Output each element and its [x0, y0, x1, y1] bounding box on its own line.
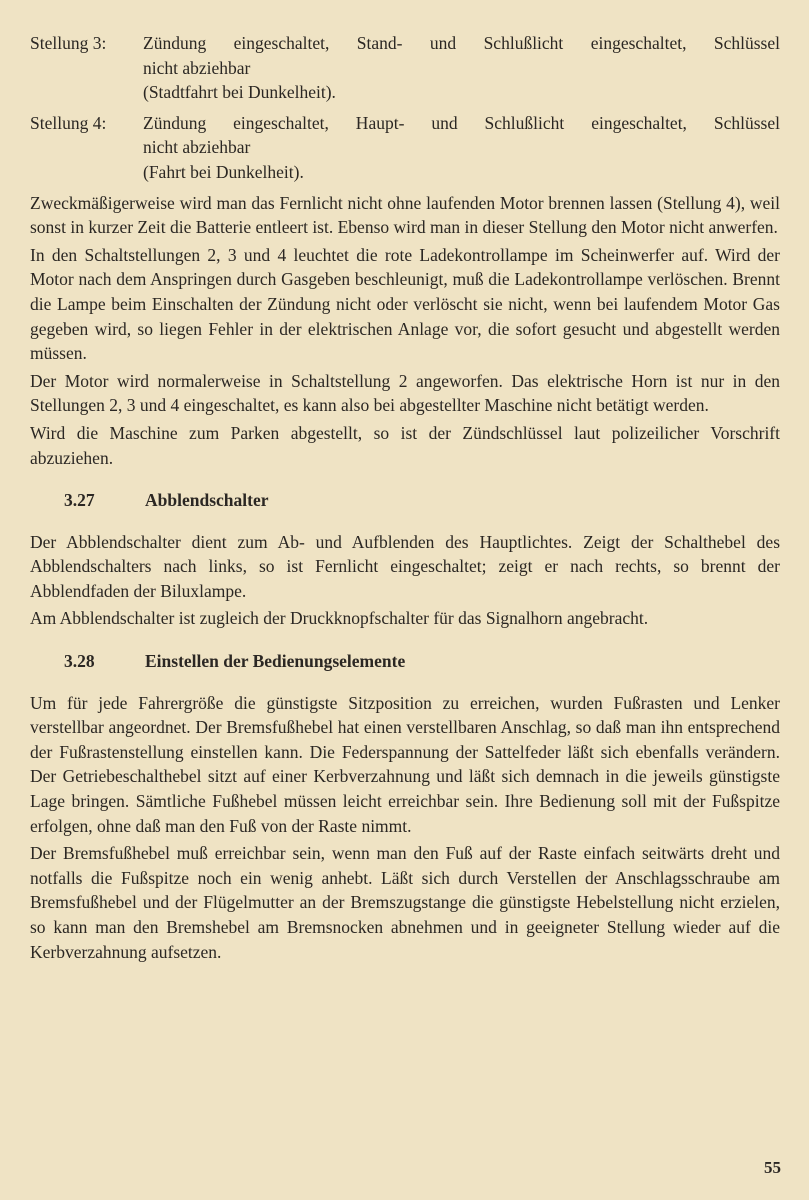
- paragraph: Wird die Maschine zum Parken abgestellt, so ist der Zündschlüssel laut polizeilicher Vorschrift abzuziehen.: [30, 422, 780, 468]
- section-title: Abblendschalter: [145, 490, 269, 511]
- paragraph: Der Motor wird normalerweise in Schaltstellung 2 angeworfen. Das elektrische Horn ist nur in den Stellungen 2, 3 und 4 eingeschaltet, es kann also bei abgestellter Maschine nicht betätigt werden.: [30, 370, 780, 416]
- definition-term: Stellung 3:: [30, 33, 107, 53]
- definition-line: (Stadtfahrt bei Dunkelheit).: [143, 82, 336, 103]
- section-number: 3.28: [64, 651, 95, 672]
- paragraph: Der Abblendschalter dient zum Ab- und Aufblenden des Hauptlichtes. Zeigt der Schalthebel des Abblendschalters nach links, so ist Fernlicht eingeschaltet; zeigt er nach rechts, so brennt der Abblendfaden der Biluxlampe.: [30, 531, 780, 601]
- paragraph: Am Abblendschalter ist zugleich der Druckknopfschalter für das Signalhorn angebracht.: [30, 608, 649, 629]
- definition-item: [30, 111, 780, 185]
- definition-line: Zündung eingeschaltet, Haupt- und Schlußlicht eingeschaltet, Schlüssel: [143, 112, 780, 133]
- section-number: 3.27: [64, 490, 95, 511]
- paragraph: Der Bremsfußhebel muß erreichbar sein, wenn man den Fuß auf der Raste einfach seitwärts dreht und notfalls die Fußspitze noch ein wenig anhebt. Läßt sich durch Verstellen der Anschlagsschraube am Bremsfußhebel und der Flügelmutter an der Bremszugstange die günstigste Hebelstellung nicht erzielen, so kann man den Bremshebel am Bremsnocken abnehmen und in geeigneter Stellung wieder auf die Kerbverzahnung aufsetzen.: [30, 843, 780, 962]
- section-title: Einstellen der Bedienungselemente: [145, 651, 406, 672]
- page-number: 55: [764, 1158, 781, 1177]
- definition-line: (Fahrt bei Dunkelheit).: [143, 161, 304, 182]
- definition-line: nicht abziehbar: [143, 57, 251, 78]
- paragraph: In den Schaltstellungen 2, 3 und 4 leuchtet die rote Ladekontrollampe im Scheinwerfer auf. Wird der Motor nach dem Anspringen durch Gasgeben beschleunigt, muß die Ladekontrollampe verlöschen. Brennt die Lampe beim Einschalten der Zündung nicht oder verlöscht sie nicht, wenn bei laufendem Motor Gas gegeben wird, so liegen Fehler in der elektrischen Anlage vor, die sofort gesucht und abgestellt werden müssen.: [30, 244, 780, 364]
- definition-line: Zündung eingeschaltet, Stand- und Schlußlicht eingeschaltet, Schlüssel: [143, 33, 780, 53]
- paragraph: Um für jede Fahrergröße die günstigste Sitzposition zu erreichen, wurden Fußrasten und Lenker verstellbar angeordnet. Der Bremsfußhebel hat einen verstellbaren Anschlag, so daß man ihn entsprechend der Fußrastenstellung einstellen kann. Die Federspannung der Sattelfeder läßt sich ebenfalls verändern. Der Getriebeschalthebel sitzt auf einer Kerbverzahnung und läßt sich demnach in die jeweils günstigste Lage bringen. Sämtliche Fußhebel müssen leicht erreichbar sein. Ihre Bedienung soll mit der Fußspitze erfolgen, ohne daß man den Fuß von der Raste nimmt.: [30, 692, 780, 836]
- paragraph: Zweckmäßigerweise wird man das Fernlicht nicht ohne laufenden Motor brennen lassen (Stellung 4), weil sonst in kurzer Zeit die Batterie entleert ist. Ebenso wird man in dieser Stellung den Motor nicht anwerfen.: [30, 192, 780, 238]
- section-heading: [64, 488, 780, 513]
- definition-line: nicht abziehbar: [143, 137, 251, 158]
- definition-body: [143, 111, 780, 185]
- definition-item: [30, 31, 780, 105]
- definition-term: Stellung 4:: [30, 112, 107, 133]
- page-content: [30, 31, 780, 967]
- section-heading: [64, 649, 780, 674]
- definition-body: [143, 31, 780, 105]
